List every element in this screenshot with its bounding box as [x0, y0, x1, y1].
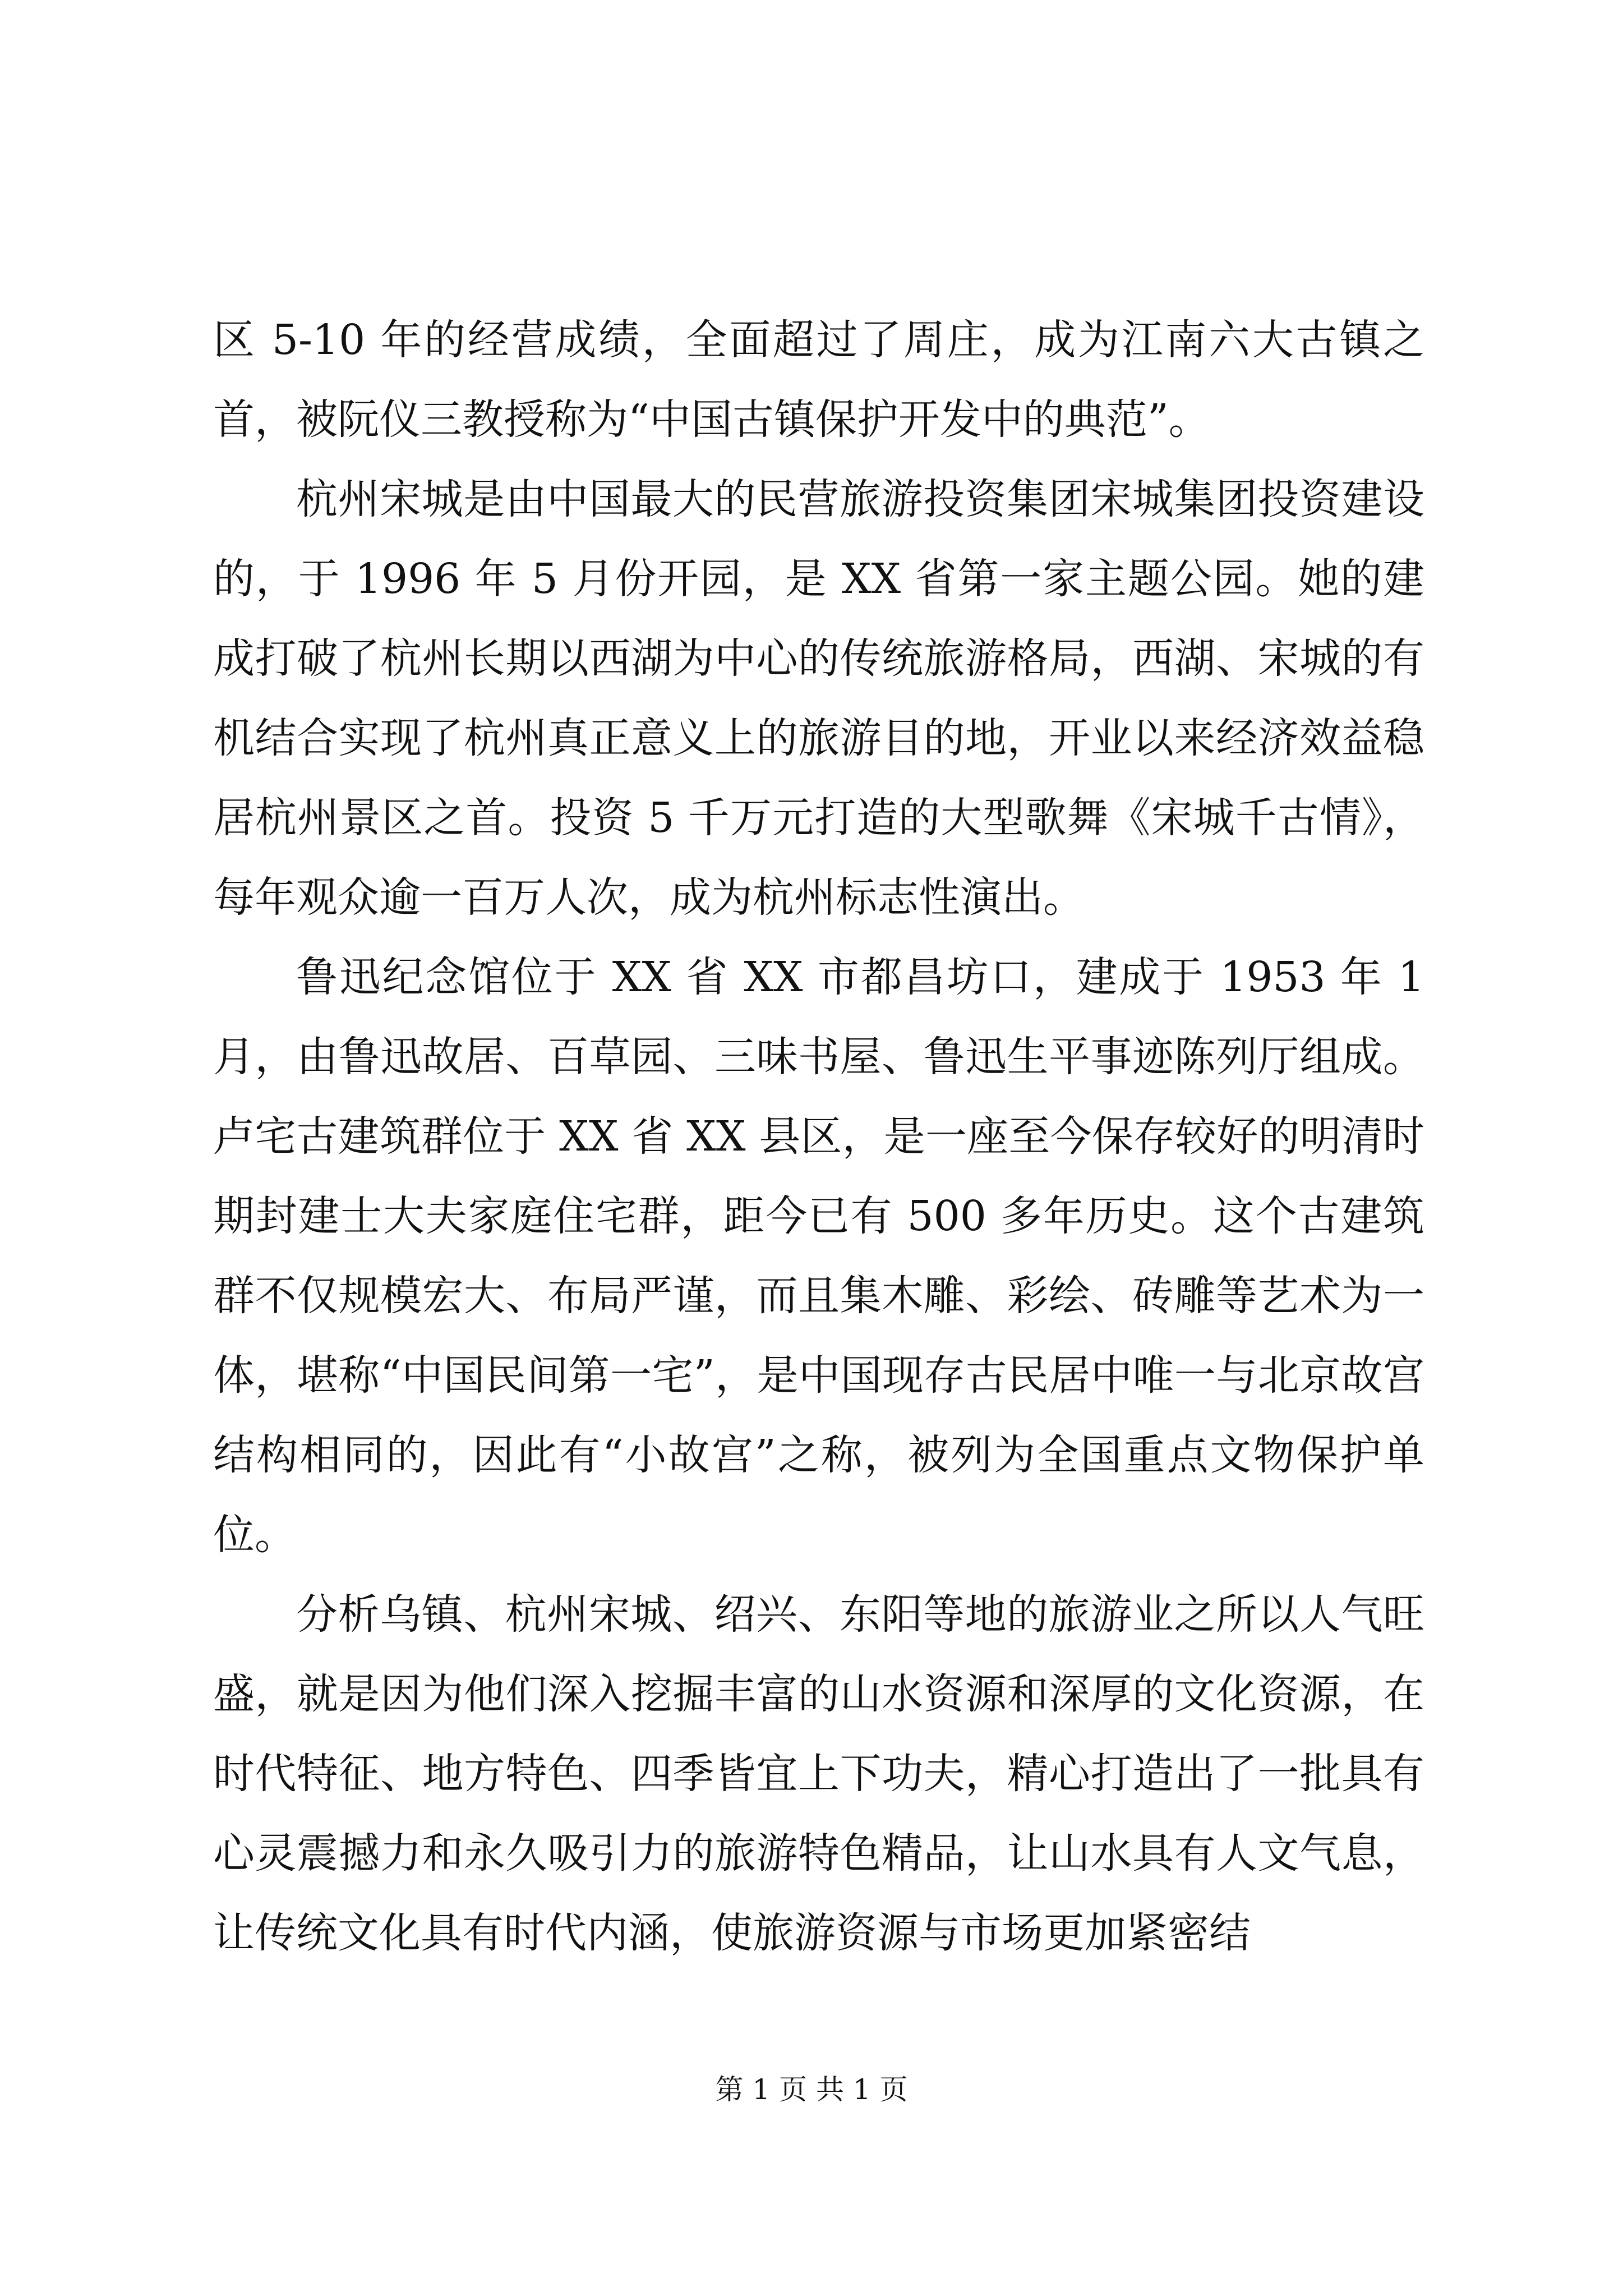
paragraph-3: 鲁迅纪念馆位于 XX 省 XX 市都昌坊口，建成于 1953 年 1 月，由鲁迅故居、百草园、三味书屋、鲁迅生平事迹陈列厅组成。卢宅古建筑群位于 XX 省 XX 县区，是一座至今保存较好的明清时期封建士大夫家庭住宅群，距今已有 500 多年历史。这个古建筑群不仅规模宏大、布局严谨，而且集木雕、彩绘、砖雕等艺术为一体，堪称“中国民间第一宅”，是中国现存古民居中唯一与北京故宫结构相同的，因此有“小故宫”之称，被列为全国重点文物保护单位。 [213, 953, 1424, 1559]
paragraph-4: 分析乌镇、杭州宋城、绍兴、东阳等地的旅游业之所以人气旺盛，就是因为他们深入挖掘丰富的山水资源和深厚的文化资源，在时代特征、地方特色、四季皆宜上下功夫，精心打造出了一批具有心灵震撼力和永久吸引力的旅游特色精品，让山水具有人文气息，让传统文化具有时代内涵，使旅游资源与市场更加紧密结 [213, 1590, 1424, 1957]
paragraph-2: 杭州宋城是由中国最大的民营旅游投资集团宋城集团投资建设的，于 1996 年 5 月份开园，是 XX 省第一家主题公园。她的建成打破了杭州长期以西湖为中心的传统旅游格局，西湖、宋城的有机结合实现了杭州真正意义上的旅游目的地，开业以来经济效益稳居杭州景区之首。投资 5 千万元打造的大型歌舞《宋城千古情》，每年观众逾一百万人次，成为杭州标志性演出。 [213, 475, 1424, 922]
page-number-footer: 第 1 页 共 1 页 [715, 2073, 908, 2106]
paragraph-1: 区 5-10 年的经营成绩，全面超过了周庄，成为江南六大古镇之首，被阮仪三教授称为“中国古镇保护开发中的典范”。 [213, 316, 1424, 444]
document-body [213, 300, 1424, 1973]
